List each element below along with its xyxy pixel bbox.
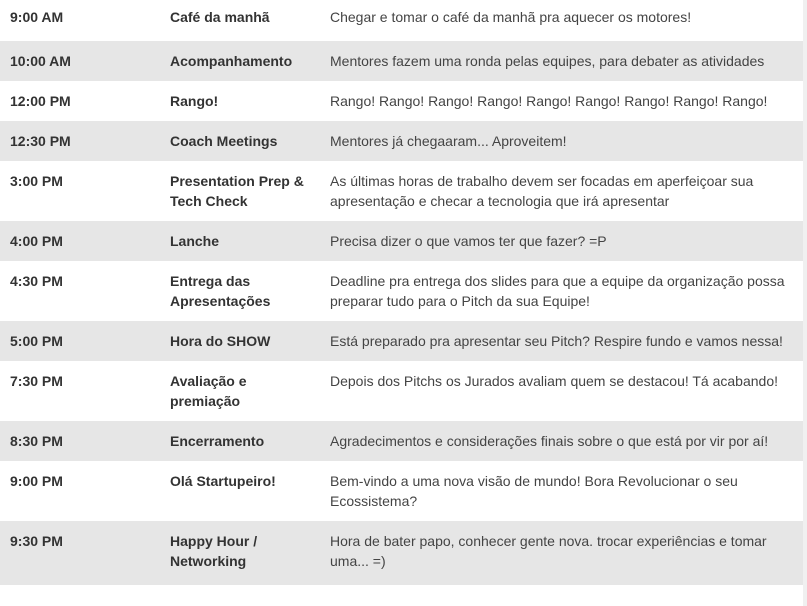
table-row: [0, 0, 807, 41]
row-time: 12:00 PM: [10, 93, 71, 109]
row-time: 4:00 PM: [10, 233, 63, 249]
row-description: Chegar e tomar o café da manhã pra aquecer os motores!: [330, 9, 692, 25]
row-activity: Café da manhã: [170, 9, 270, 25]
row-time: 9:30 PM: [10, 533, 63, 549]
table-row: [0, 461, 807, 521]
row-time: 5:00 PM: [10, 333, 63, 349]
row-activity: Entrega das Apresentações: [170, 273, 271, 309]
row-description: Precisa dizer o que vamos ter que fazer? =P: [330, 233, 607, 249]
row-activity: Coach Meetings: [170, 133, 278, 149]
table-row: [0, 221, 807, 261]
row-description: Depois dos Pitchs os Jurados avaliam quem se destacou! Tá acabando!: [330, 373, 778, 389]
row-activity: Happy Hour / Networking: [170, 533, 258, 569]
row-description: Agradecimentos e considerações finais sobre o que está por vir por aí!: [330, 433, 769, 449]
row-description: Mentores fazem uma ronda pelas equipes, para debater as atividades: [330, 53, 765, 69]
row-time: 10:00 AM: [10, 53, 71, 69]
row-activity: Avaliação e premiação: [170, 373, 247, 409]
right-edge-divider: [803, 0, 807, 606]
row-description: As últimas horas de trabalho devem ser focadas em aperfeiçoar sua apresentação e checar a tecnologia que irá apresentar: [330, 173, 754, 209]
table-row: [0, 81, 807, 121]
row-description: Está preparado pra apresentar seu Pitch? Respire fundo e vamos nessa!: [330, 333, 783, 349]
row-description: Hora de bater papo, conhecer gente nova. trocar experiências e tomar uma... =): [330, 533, 767, 569]
row-description: Deadline pra entrega dos slides para que a equipe da organização possa preparar tudo para o Pitch da sua Equipe!: [330, 273, 785, 309]
row-time: 8:30 PM: [10, 433, 63, 449]
row-description: Bem-vindo a uma nova visão de mundo! Bora Revolucionar o seu Ecossistema?: [330, 473, 738, 509]
table-row: [0, 521, 807, 585]
table-row: [0, 321, 807, 361]
table-row: [0, 421, 807, 461]
table-row: [0, 161, 807, 221]
row-activity: Encerramento: [170, 433, 265, 449]
row-time: 9:00 AM: [10, 9, 64, 25]
row-activity: Hora do SHOW: [170, 333, 271, 349]
row-activity: Olá Startupeiro!: [170, 473, 276, 489]
row-activity: Acompanhamento: [170, 53, 293, 69]
row-activity: Lanche: [170, 233, 220, 249]
row-description: Mentores já chegaaram... Aproveitem!: [330, 133, 567, 149]
row-time: 9:00 PM: [10, 473, 63, 489]
row-description: Rango! Rango! Rango! Rango! Rango! Rango! Rango! Rango! Rango!: [330, 93, 768, 109]
row-time: 12:30 PM: [10, 133, 71, 149]
row-time: 4:30 PM: [10, 273, 63, 289]
table-row: [0, 41, 807, 81]
table-row: [0, 261, 807, 321]
row-time: 3:00 PM: [10, 173, 63, 189]
row-activity: Rango!: [170, 93, 219, 109]
row-time: 7:30 PM: [10, 373, 63, 389]
table-row: [0, 121, 807, 161]
table-row: [0, 361, 807, 421]
row-activity: Presentation Prep & Tech Check: [170, 173, 304, 209]
